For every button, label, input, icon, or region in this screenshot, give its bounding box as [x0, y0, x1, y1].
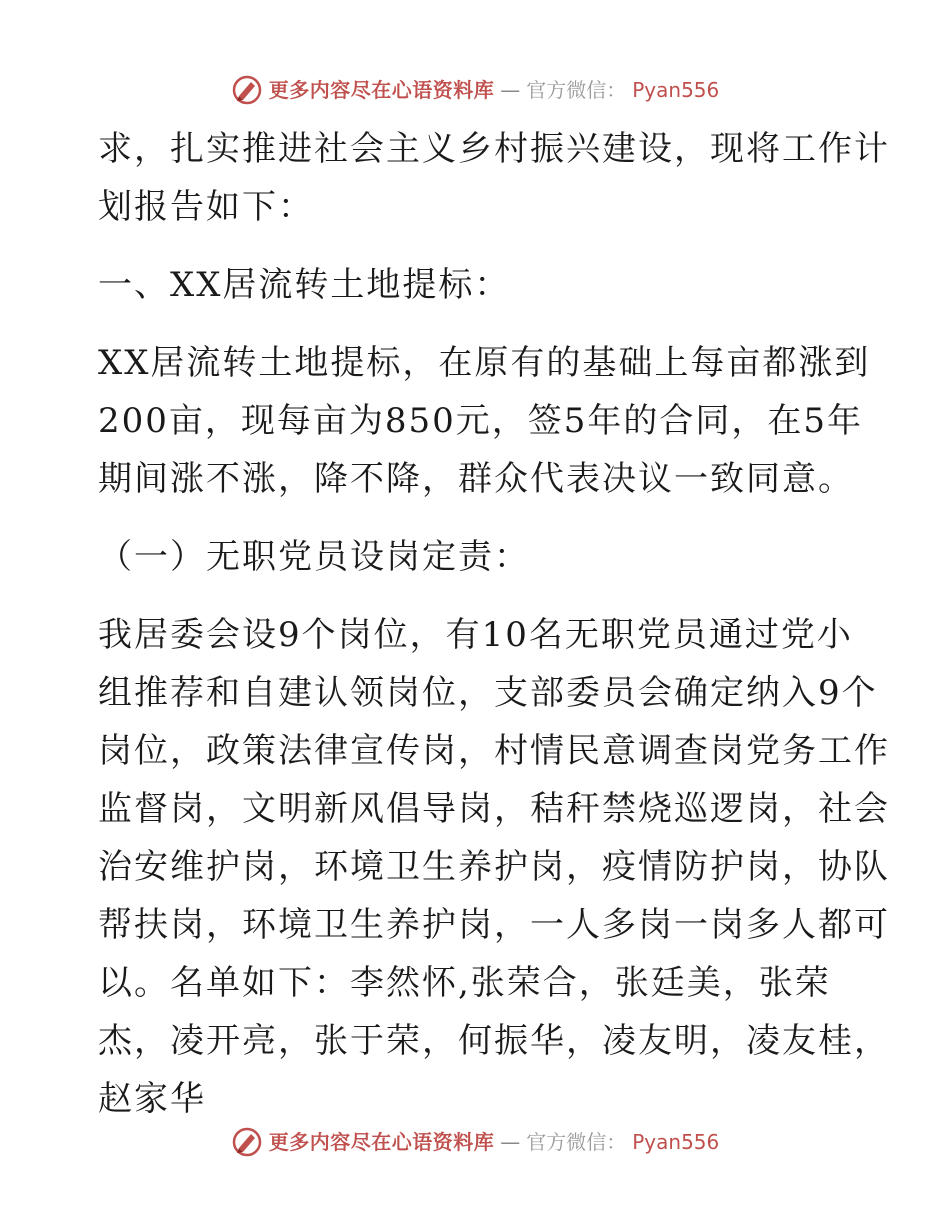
text-line: 组推荐和自建认领岗位，支部委员会确定纳入9个 — [98, 673, 878, 713]
watermark-wechat-id: Pyan556 — [632, 78, 720, 102]
text-line: 200亩，现每亩为850元，签5年的合同，在5年 — [98, 401, 864, 441]
footer-watermark — [0, 1126, 950, 1158]
watermark-wechat-id: Pyan556 — [632, 1130, 720, 1154]
watermark-wechat-label: 官方微信： — [526, 1130, 627, 1154]
section-heading-1 — [98, 256, 858, 314]
text-line: 赵家华 — [98, 1079, 206, 1119]
heading-line: 一、XX居流转土地提标： — [98, 265, 511, 305]
text-line: XX居流转土地提标，在原有的基础上每亩都涨到 — [98, 343, 871, 383]
paragraph-land-transfer — [98, 334, 871, 508]
text-line: 以。名单如下：李然怀,张荣合，张廷美，张荣 — [98, 963, 831, 1003]
watermark-brand: 更多内容尽在心语资料库 — [268, 1130, 495, 1154]
text-line: 治安维护岗，环境卫生养护岗，疫情防护岗，协队 — [98, 847, 890, 887]
text-line: 求，扎实推进社会主义乡村振兴建设，现将工作计 — [98, 129, 890, 169]
text-line: 期间涨不涨，降不降，群众代表决议一致同意。 — [98, 459, 854, 499]
watermark-wechat-label: 官方微信： — [526, 78, 627, 102]
text-line: 我居委会设9个岗位，有10名无职党员通过党小 — [98, 615, 853, 655]
header-watermark — [0, 74, 950, 106]
text-line: 监督岗，文明新风倡导岗，秸秆禁烧巡逻岗，社会 — [98, 789, 890, 829]
text-line: 杰，凌开亮，张于荣，何振华，凌友明，凌友桂， — [98, 1021, 890, 1061]
document-body — [98, 120, 890, 1128]
heading-line: （一）无职党员设岗定责： — [98, 537, 530, 577]
watermark-brand: 更多内容尽在心语资料库 — [268, 78, 495, 102]
paragraph-intro — [98, 120, 890, 236]
text-line: 岗位，政策法律宣传岗，村情民意调查岗党务工作 — [98, 731, 890, 771]
watermark-dash: — — [500, 1130, 521, 1154]
section-heading-2 — [98, 528, 858, 586]
text-line: 划报告如下： — [98, 187, 314, 227]
pen-logo-icon — [231, 74, 263, 106]
watermark-dash: — — [500, 78, 521, 102]
paragraph-posts — [98, 606, 890, 1128]
text-line: 帮扶岗，环境卫生养护岗，一人多岗一岗多人都可 — [98, 905, 890, 945]
pen-logo-icon — [231, 1126, 263, 1158]
